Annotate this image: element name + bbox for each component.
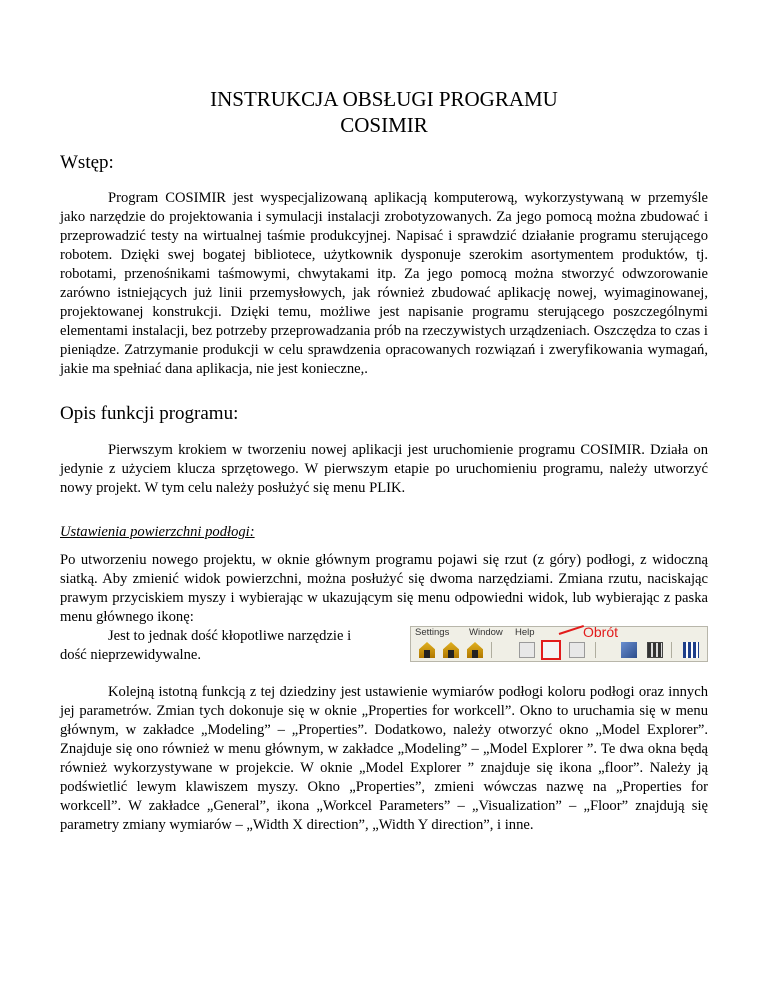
floor-subheading: Ustawienia powierzchni podłogi: — [60, 524, 255, 540]
rotate-view-icon — [541, 640, 561, 660]
toolbar-separator — [595, 642, 596, 658]
intro-heading: Wstęp: — [60, 152, 114, 173]
cube-icon — [621, 642, 637, 658]
floor-paragraph-1: Po utworzeniu nowego projektu, w oknie głównym programu pojawi się rzut (z góry) podłogi, z widoczną siatką. Aby zmienić widok powierzchni, można posłużyć się dwoma narzędziami. Zmiana rzutu, naciskając prawym przyciskiem myszy i wybierając w ukazującym się menu odpowiedni widok, lub wybierając z paska menu głównego ikonę: — [60, 552, 708, 625]
menu-help: Help — [515, 627, 535, 638]
menu-settings: Settings — [415, 627, 450, 638]
toolbar-screenshot — [410, 626, 708, 662]
title-line-1: INSTRUKCJA OBSŁUGI PROGRAMU — [210, 87, 558, 111]
document-title — [0, 86, 768, 138]
bars-icon — [683, 642, 699, 658]
robot-icon — [467, 642, 483, 658]
floor-paragraph-2-line-2: dość nieprzewidywalne. — [60, 647, 202, 663]
view-icon — [519, 642, 535, 658]
robot-icon — [443, 642, 459, 658]
robot-icon — [419, 642, 435, 658]
functions-heading: Opis funkcji programu: — [60, 403, 239, 424]
calculator-icon — [647, 642, 663, 658]
floor-paragraph-2-line-1: Jest to jednak dość kłopotliwe narzędzie i — [108, 628, 352, 644]
toolbar-separator — [491, 642, 492, 658]
annotation-label: Obrót — [583, 624, 619, 640]
intro-paragraph: Program COSIMIR jest wyspecjalizowaną aplikacją komputerową, wykorzystywaną w przemyśle jako narzędzie do projektowania i symulacji instalacji zrobotyzowanych. Za jego pomocą można zbudować i przeprowadzić testy na wirtualnej taśmie produkcyjnej. Napisać i sprawdzić działanie programu sterującego robotem. Dzięki swej bogatej bibliotece, użytkownik dysponuje szerokim asortymentem produktów, tj. robotami, przenośnikami taśmowymi, chwytakami itp. Za jego pomocą można stworzyć odwzorowanie zarówno istniejących już linii przemysłowych, jak również zbudować aplikację nowej, wyimaginowanej, projektowanej konstrukcji. Dzięki temu, możliwe jest napisanie programu sterującego poszczególnymi elementami instalacji, bez potrzeby przeprowadzania prób na rzeczywistych urządzeniach. Oszczędza to czas i pieniądze. Zatrzymanie produkcji w celu sprawdzenia opracowanych rozwiązań i zweryfikowania wymagań, jakie ma spełniać dana aplikacja, nie jest konieczne,. — [60, 190, 708, 377]
floor-paragraph-3: Kolejną istotną funkcją z tej dziedziny jest ustawienie wymiarów podłogi koloru podłogi oraz innych jej parametrów. Zmian tych dokonuje się w oknie „Properties for workcell”. Okno to uruchamia się w menu głównym, w zakładce „Modeling” – „Properties”. Dodatkowo, należy otworzyć okno „Model Explorer”. Znajduje się ono również w menu głównym, w zakładce „Modeling” – „Model Explorer ”. Te dwa okna będą również wykorzystywane w projekcie. W oknie „Model Explorer ” znajduje się ikona „floor”. Należy ją podświetlić lewym klawiszem myszy. Okno „Properties”, zmieni wówczas nazwę na „Properties for workcell”. W zakładce „General”, ikona „Workcel Parameters” – „Visualization” – „Floor” znajdują się parametry zmiany wymiarów – „Width X direction”, „Width Y direction”, i inne. — [60, 684, 708, 833]
window-icon — [569, 642, 585, 658]
toolbar-separator — [671, 642, 672, 658]
functions-paragraph: Pierwszym krokiem w tworzeniu nowej aplikacji jest uruchomienie programu COSIMIR. Działa on jedynie z użyciem klucza sprzętowego. W pierwszym etapie po uruchomieniu programu, należy utworzyć nowy projekt. W tym celu należy posłużyć się menu PLIK. — [60, 442, 708, 496]
menu-window: Window — [469, 627, 503, 638]
title-line-2: COSIMIR — [340, 113, 428, 137]
